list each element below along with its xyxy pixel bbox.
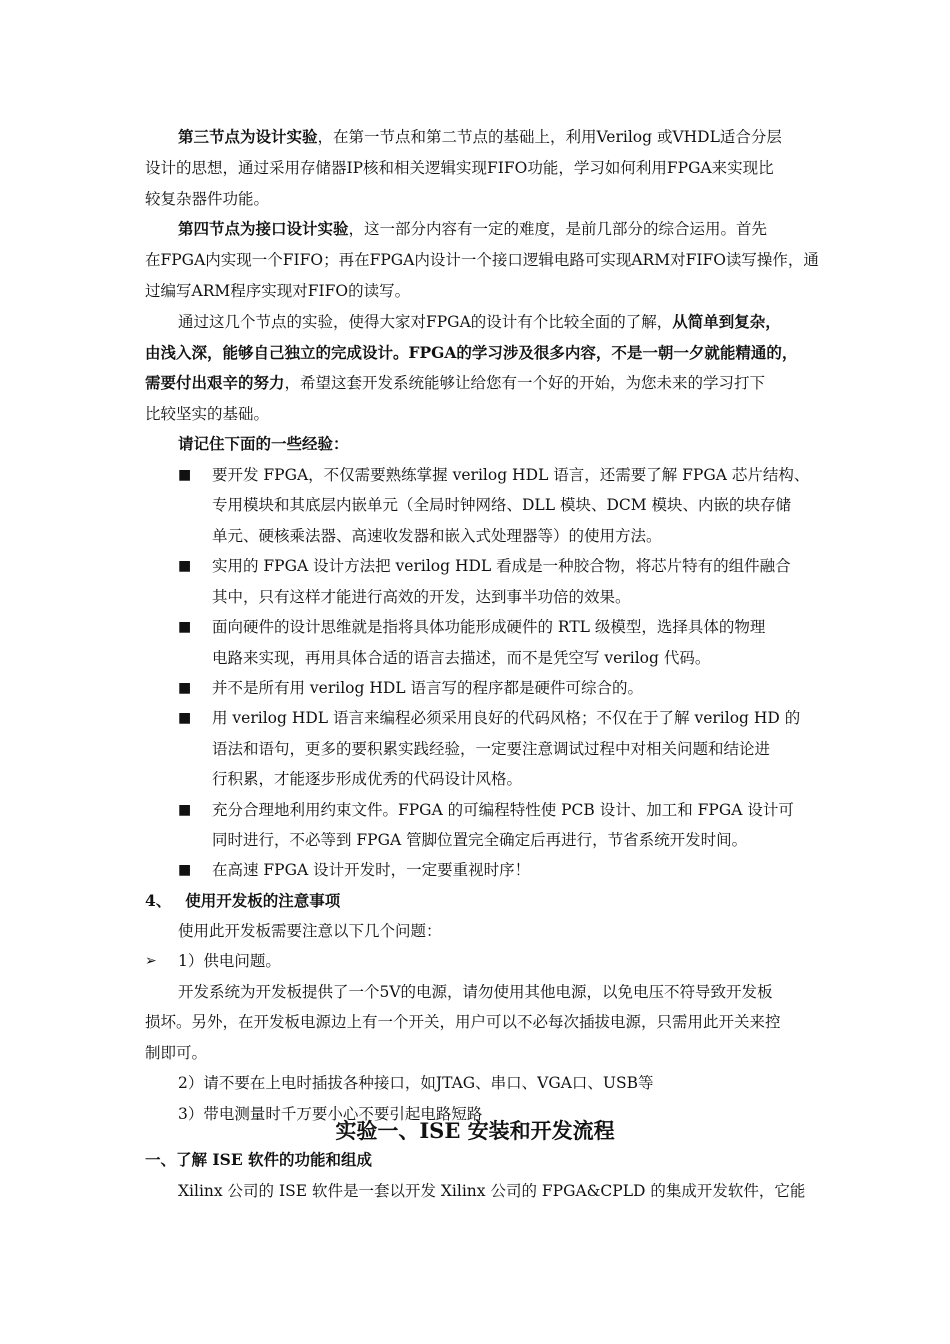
bullet-3-line1: 面向硬件的设计思维就是指将具体功能形成硬件的 RTL 级模型，选择具体的物理	[212, 618, 766, 636]
p1-line2: 设计的思想，通过采用存储器IP核和相关逻辑实现FIFO功能，学习如何利用FPGA来实现比	[145, 159, 774, 177]
section-4-title: 使用开发板的注意事项	[185, 891, 341, 910]
bullet-marker-5: ■	[178, 710, 192, 726]
section-1-heading: 一、了解 ISE 软件的功能和组成	[145, 1150, 373, 1169]
bullet-3-line2: 电路来实现，再用具体合适的语言去描述，而不是凭空写 verilog 代码。	[212, 649, 711, 667]
p2-line2: 在FPGA内实现一个FIFO；再在FPGA内设计一个接口逻辑电路可实现ARM对FIFO读写操作，通	[145, 251, 819, 269]
p3-line1	[178, 312, 781, 332]
bullet-marker-1: ■	[178, 467, 192, 483]
p3-text-a: 通过这几个节点的实验，使得大家对FPGA的设计有个比较全面的了解，	[178, 313, 673, 331]
section-4-item2: 2）请不要在上电时插拔各种接口，如JTAG、串口、VGA口、USB等	[178, 1074, 654, 1092]
section-1-line1: Xilinx 公司的 ISE 软件是一套以开发 Xilinx 公司的 FPGA&CPLD 的集成开发软件，它能	[178, 1182, 806, 1200]
p1-line1	[178, 127, 782, 147]
p1-text: ，在第一节点和第二节点的基础上，利用Verilog 或VHDL适合分层	[317, 128, 782, 146]
bullet-6-line1: 充分合理地利用约束文件。FPGA 的可编程特性使 PCB 设计、加工和 FPGA 设计可	[212, 801, 794, 819]
bullet-2-line2: 其中，只有这样才能进行高效的开发，达到事半功倍的效果。	[212, 588, 631, 606]
p3-line2: 由浅入深，能够自己独立的完成设计。FPGA的学习涉及很多内容，不是一朝一夕就能精通的，	[145, 343, 798, 362]
p1-line3: 较复杂器件功能。	[145, 190, 270, 208]
section-4-item1: 1）供电问题。	[178, 952, 281, 970]
p3-text-b: ，希望这套开发系统能够让给您有一个好的开始，为您未来的学习打下	[284, 374, 766, 392]
bullet-marker-7: ■	[178, 862, 192, 878]
bullet-marker-4: ■	[178, 680, 192, 696]
section-4-intro: 使用此开发板需要注意以下几个问题：	[178, 922, 442, 940]
bullet-marker-2: ■	[178, 558, 192, 574]
bullet-5-line2: 语法和语句，更多的要积累实践经验，一定要注意调试过程中对相关问题和结论进	[212, 740, 771, 758]
section-4-heading	[145, 891, 340, 911]
p3-line3	[145, 373, 765, 393]
section-4-para-line3: 制即可。	[145, 1044, 208, 1062]
experience-heading: 请记住下面的一些经验：	[178, 434, 349, 453]
bullet-2-line1: 实用的 FPGA 设计方法把 verilog HDL 看成是一种胶合物，将芯片特有的组件融合	[212, 557, 791, 575]
bullet-marker-3: ■	[178, 619, 192, 635]
section-4-number: 4、	[145, 891, 172, 910]
p2-line3: 过编写ARM程序实现对FIFO的读写。	[145, 282, 411, 300]
bullet-7-line1: 在高速 FPGA 设计开发时，一定要重视时序！	[212, 861, 531, 879]
p2-line1	[178, 219, 767, 239]
section-4-item3: 3）带电测量时千万要小心不要引起电路短路	[178, 1105, 483, 1123]
bullet-5-line3: 行积累，才能逐步形成优秀的代码设计风格。	[212, 770, 523, 788]
p1-bold-lead: 第三节点为设计实验	[178, 127, 318, 146]
p2-text: ，这一部分内容有一定的难度，是前几部分的综合运用。首先	[348, 220, 768, 238]
p3-bold-a: 从简单到复杂，	[672, 312, 781, 331]
bullet-5-line1: 用 verilog HDL 语言来编程必须采用良好的代码风格；不仅在于了解 verilog HD 的	[212, 709, 801, 727]
bullet-1-line3: 单元、硬核乘法器、高速收发器和嵌入式处理器等）的使用方法。	[212, 527, 662, 545]
bullet-1-line2: 专用模块和其底层内嵌单元（全局时钟网络、DLL 模块、DCM 模块、内嵌的块存储	[212, 496, 792, 514]
bullet-6-line2: 同时进行，不必等到 FPGA 管脚位置完全确定后再进行，节省系统开发时间。	[212, 831, 748, 849]
arrow-bullet-icon: ➢	[145, 953, 157, 969]
bullet-1-line1: 要开发 FPGA，不仅需要熟练掌握 verilog HDL 语言，还需要了解 FPGA 芯片结构、	[212, 466, 810, 484]
section-4-para-line2: 损坏。另外，在开发板电源边上有一个开关，用户可以不必每次插拔电源，只需用此开关来控	[145, 1013, 781, 1031]
p3-line4: 比较坚实的基础。	[145, 405, 270, 423]
p3-bold-b: 需要付出艰辛的努力	[145, 373, 285, 392]
chapter-title: 实验一、ISE 安装和开发流程	[335, 1118, 615, 1143]
section-4-para-line1: 开发系统为开发板提供了一个5V的电源，请勿使用其他电源，以免电压不符导致开发板	[178, 983, 773, 1001]
bullet-marker-6: ■	[178, 802, 192, 818]
p2-bold-lead: 第四节点为接口设计实验	[178, 219, 349, 238]
bullet-4-line1: 并不是所有用 verilog HDL 语言写的程序都是硬件可综合的。	[212, 679, 644, 697]
